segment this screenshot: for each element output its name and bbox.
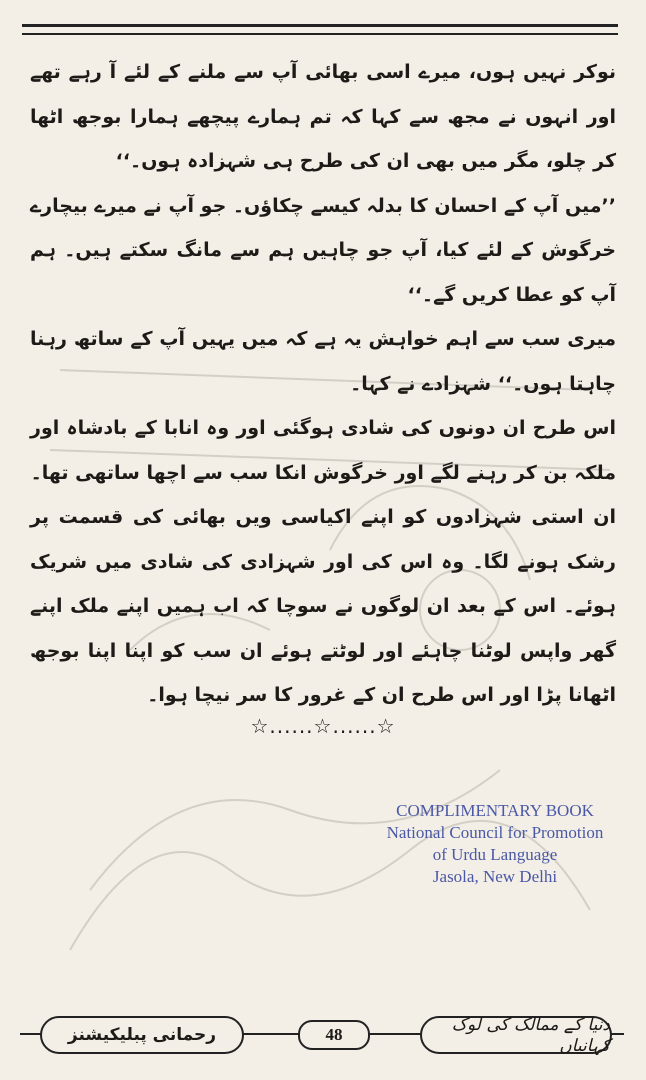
page-footer bbox=[20, 1012, 624, 1058]
header-rule-thick bbox=[22, 24, 618, 27]
page-number: 48 bbox=[298, 1020, 370, 1050]
star-separator: ☆......☆......☆ bbox=[250, 714, 396, 738]
stamp-line-4: Jasola, New Delhi bbox=[432, 867, 558, 886]
header-rule-thin bbox=[22, 33, 618, 35]
stamp-line-1: COMPLIMENTARY BOOK bbox=[396, 801, 594, 820]
paragraph-4: اس طرح ان دونوں کی شادی ہوگئی اور وہ انابا کے بادشاہ اور ملکہ بن کر رہنے لگے اور خرگوش انکا سب سے اچھا ساتھی تھا۔ bbox=[30, 417, 616, 484]
paragraph-3: میری سب سے اہم خواہش یہ ہے کہ میں یہیں آپ کے ساتھ رہنا چاہتا ہوں۔‘‘ شہزادے نے کہا۔ bbox=[30, 328, 616, 395]
book-title: دنیا کے ممالک کی لوک کہانیاں bbox=[420, 1016, 612, 1054]
story-text bbox=[30, 50, 616, 718]
stamp-line-2: National Council for Promotion bbox=[386, 823, 604, 842]
paragraph-1: نوکر نہیں ہوں، میرے اسی بھائی آپ سے ملنے کے لئے آ رہے تھے اور انہوں نے مجھ سے کہا کہ تم ہمارے پیچھے ہمارا بوجھ اٹھا کر چلو، مگر میں بھی ان کی طرح ہی شہزادہ ہوں۔‘‘ bbox=[30, 61, 616, 172]
paragraph-5: ان استی شہزادوں کو اپنے اکیاسی ویں بھائی کی قسمت پر رشک ہونے لگا۔ وہ اس کی اور شہزادی کی شادی میں شریک ہوئے۔ اس کے بعد ان لوگوں نے سوچا کہ اب ہمیں اپنے ملک اپنے گھر واپس لوٹنا چاہئے اور لوٹتے ہوئے ان سب کو اپنا اپنا بوجھ اٹھانا پڑا اور اس طرح ان کے غرور کا سر نیچا ہوا۔ bbox=[30, 506, 616, 706]
complimentary-stamp bbox=[360, 800, 630, 888]
stamp-line-3: of Urdu Language bbox=[432, 845, 558, 864]
publisher-name: رحمانی پبلیکیشنز bbox=[40, 1016, 244, 1054]
paragraph-2: ’’میں آپ کے احسان کا بدلہ کیسے چکاؤں۔ جو آپ نے میرے بیچارے خرگوش کے لئے کیا، آپ جو چاہیں ہم سے مانگ سکتے ہیں۔ ہم آپ کو عطا کریں گے۔‘‘ bbox=[30, 194, 616, 306]
